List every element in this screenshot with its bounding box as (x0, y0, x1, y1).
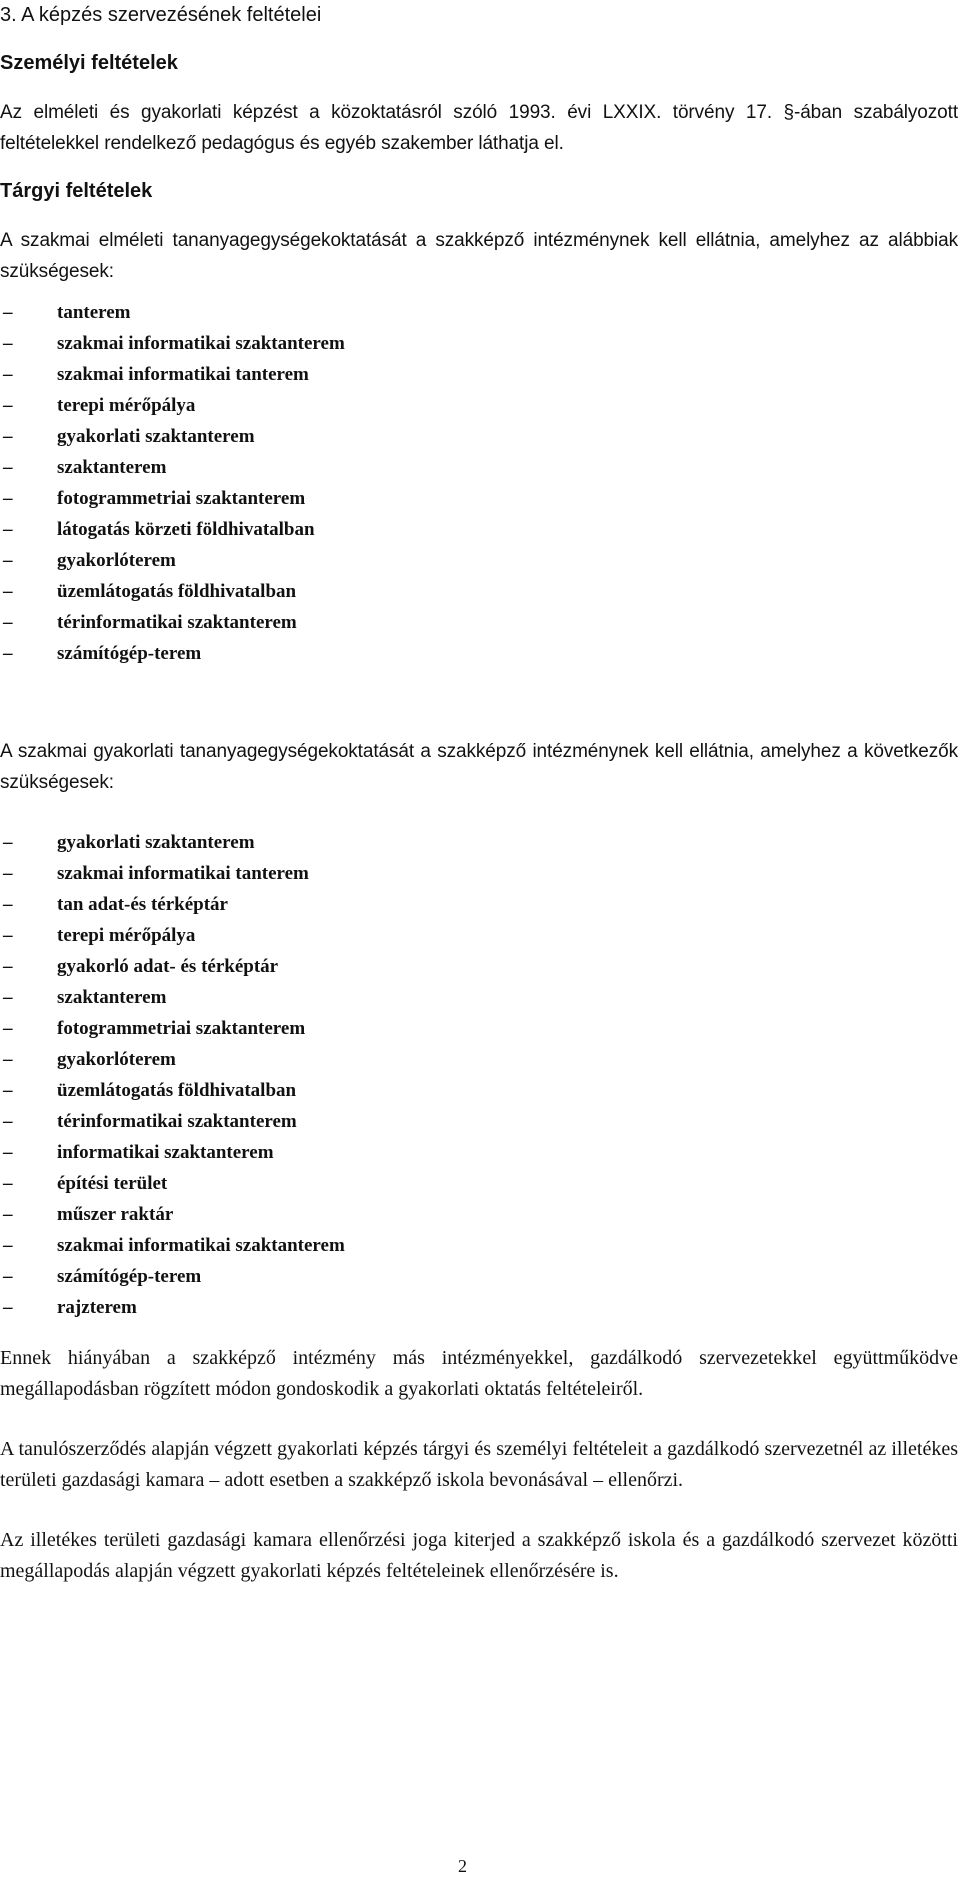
list-item-label: fotogrammetriai szaktanterem (57, 488, 306, 509)
dash-bullet: – (3, 925, 13, 946)
list-item (0, 1137, 345, 1168)
list-item (0, 576, 345, 607)
dash-bullet: – (3, 863, 13, 884)
list-item-label: térinformatikai szaktanterem (57, 612, 297, 633)
list-item (0, 1106, 345, 1137)
list-item (0, 1292, 345, 1323)
list-item-label: gyakorlati szaktanterem (57, 832, 255, 853)
list-item (0, 452, 345, 483)
dash-bullet: – (3, 1173, 13, 1194)
dash-bullet: – (3, 1297, 13, 1318)
list-item (0, 951, 345, 982)
list-item (0, 920, 345, 951)
list-item (0, 1044, 345, 1075)
list-item (0, 607, 345, 638)
list-item-label: informatikai szaktanterem (57, 1142, 274, 1163)
list-item-label: terepi mérőpálya (57, 925, 196, 946)
list-item (0, 421, 345, 452)
list-item (0, 1230, 345, 1261)
list-item (0, 483, 345, 514)
list-item-label: tanterem (57, 302, 131, 323)
list-item-label: tan adat-és térképtár (57, 894, 228, 915)
list-item (0, 514, 345, 545)
list-item-label: szakmai informatikai tanterem (57, 364, 309, 385)
list-item-label: műszer raktár (57, 1204, 174, 1225)
list-item (0, 297, 345, 328)
list-item-label: szaktanterem (57, 987, 167, 1008)
list-item-label: építési terület (57, 1173, 168, 1194)
dash-bullet: – (3, 612, 13, 633)
dash-bullet: – (3, 832, 13, 853)
list-item-label: gyakorlóterem (57, 550, 176, 571)
list-item (0, 858, 345, 889)
dash-bullet: – (3, 1142, 13, 1163)
list-item (0, 1013, 345, 1044)
list-item-label: terepi mérőpálya (57, 395, 196, 416)
list-item (0, 827, 345, 858)
dash-bullet: – (3, 519, 13, 540)
list-item (0, 1168, 345, 1199)
list-item (0, 328, 345, 359)
personal-heading: Személyi feltételek (0, 52, 178, 74)
dash-bullet: – (3, 426, 13, 447)
list-item-label: látogatás körzeti földhivatalban (57, 519, 315, 540)
list-item (0, 359, 345, 390)
list-item-label: gyakorlóterem (57, 1049, 176, 1070)
dash-bullet: – (3, 302, 13, 323)
list-item (0, 982, 345, 1013)
dash-bullet: – (3, 1235, 13, 1256)
practice-requirements-list (0, 827, 345, 1323)
dash-bullet: – (3, 581, 13, 602)
dash-bullet: – (3, 1080, 13, 1101)
list-item-label: számítógép-terem (57, 643, 202, 664)
personal-paragraph: Az elméleti és gyakorlati képzést a közoktatásról szóló 1993. évi LXXIX. törvény 17. §-ában szabályozott feltételekkel rendelkező pedagógus és egyéb szakember láthatja el. (0, 102, 958, 154)
list-item (0, 1199, 345, 1230)
theory-requirements-list (0, 297, 345, 669)
dash-bullet: – (3, 1266, 13, 1287)
list-item (0, 545, 345, 576)
list-item-label: gyakorló adat- és térképtár (57, 956, 279, 977)
dash-bullet: – (3, 1018, 13, 1039)
list-item-label: szakmai informatikai szaktanterem (57, 1235, 345, 1256)
list-item-label: gyakorlati szaktanterem (57, 426, 255, 447)
dash-bullet: – (3, 488, 13, 509)
list-item-label: térinformatikai szaktanterem (57, 1111, 297, 1132)
list-item (0, 1075, 345, 1106)
theory-intro-paragraph: A szakmai elméleti tananyagegységekoktatását a szakképző intézménynek kell ellátnia, amelyhez az alábbiak szükségesek: (0, 230, 958, 282)
section-title: 3. A képzés szervezésének feltételei (0, 4, 322, 26)
dash-bullet: – (3, 1111, 13, 1132)
dash-bullet: – (3, 643, 13, 664)
dash-bullet: – (3, 333, 13, 354)
contract-paragraph: A tanulószerződés alapján végzett gyakorlati képzés tárgyi és személyi feltételeit a gazdálkodó szervezetnél az illetékes területi gazdasági kamara – adott esetben a szakképző iskola bevonásával – ellenőrzi. (0, 1438, 958, 1491)
list-item-label: üzemlátogatás földhivatalban (57, 581, 297, 602)
dash-bullet: – (3, 457, 13, 478)
dash-bullet: – (3, 550, 13, 571)
dash-bullet: – (3, 364, 13, 385)
list-item (0, 1261, 345, 1292)
dash-bullet: – (3, 395, 13, 416)
dash-bullet: – (3, 1049, 13, 1070)
list-item-label: üzemlátogatás földhivatalban (57, 1080, 297, 1101)
list-item-label: számítógép-terem (57, 1266, 202, 1287)
list-item-label: fotogrammetriai szaktanterem (57, 1018, 306, 1039)
list-item (0, 638, 345, 669)
list-item-label: szakmai informatikai szaktanterem (57, 333, 345, 354)
dash-bullet: – (3, 956, 13, 977)
lack-paragraph: Ennek hiányában a szakképző intézmény más intézményekkel, gazdálkodó szervezetekkel együttműködve megállapodásban rögzített módon gondoskodik a gyakorlati oktatás feltételeiről. (0, 1347, 958, 1400)
dash-bullet: – (3, 987, 13, 1008)
material-heading: Tárgyi feltételek (0, 180, 153, 202)
dash-bullet: – (3, 1204, 13, 1225)
list-item (0, 390, 345, 421)
list-item-label: szaktanterem (57, 457, 167, 478)
list-item-label: rajzterem (57, 1297, 137, 1318)
list-item-label: szakmai informatikai tanterem (57, 863, 309, 884)
dash-bullet: – (3, 894, 13, 915)
page-number: 2 (458, 1856, 467, 1876)
practice-intro-paragraph: A szakmai gyakorlati tananyagegységekoktatását a szakképző intézménynek kell ellátnia, amelyhez a következők szükségesek: (0, 741, 958, 793)
list-item (0, 889, 345, 920)
chamber-paragraph: Az illetékes területi gazdasági kamara ellenőrzési joga kiterjed a szakképző iskola és a gazdálkodó szervezet közötti megállapodás alapján végzett gyakorlati képzés feltételeinek ellenőrzésére is. (0, 1529, 958, 1582)
